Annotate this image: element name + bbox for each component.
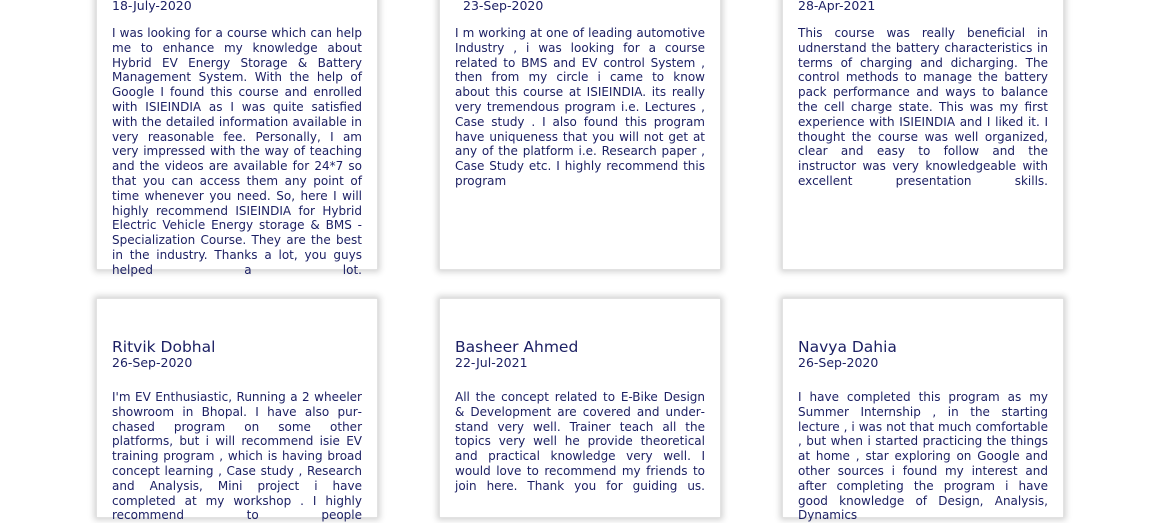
review-date: 26-Sep-2020 <box>798 355 879 370</box>
review-text: This course was really beneficial in udnerstand the battery characteristics in terms of charging and dicharging. The control methods to manage the battery pack performance and ways to balance the cell charge state. This was my first experience with ISIEINDIA and I liked it. I thought the course was well organized, clear and easy to follow and the instructor was very knowledgeable with excellent presentation skills. <box>798 26 1048 188</box>
testimonial-card <box>439 298 721 518</box>
reviewer-name: Navya Dahia <box>798 338 897 356</box>
testimonial-card <box>96 0 378 277</box>
review-date: 22-Jul-2021 <box>455 355 528 370</box>
review-date: 23-Sep-2020 <box>463 0 544 13</box>
reviewer-name: Ritvik Dobhal <box>112 338 216 356</box>
testimonial-card <box>782 0 1064 270</box>
review-date: 26-Sep-2020 <box>112 355 193 370</box>
review-date: 28-Apr-2021 <box>798 0 876 13</box>
review-text: I have completed this program as my Summer Internship , in the starting lecture , i was not that much comfortable , but when i started practicing the things at home , star exploring on Google and other sources i found my interest and after completing the program i have good knowledge of Design, Analysis, Dynamics <box>798 390 1048 523</box>
review-text: All the concept related to E-Bike Design & Development are covered and understand very well. Trainer teach all the topics very well he provide theoretical and practical knowledge very well. I would love to recommend my friends to join here. Thank you for guiding us. <box>455 390 705 493</box>
review-text: I was looking for a course which can help me to enhance my knowledge about Hybrid EV Energy Storage & Battery Management System. With the help of Google I found this course and enrolled with ISIEINDIA as I was quite satisfied with the detailed information available in very reasonable fee. Personally, I am very impressed with the way of teaching and the videos are available for 24*7 so that you can access them any point of time whenever you need. So, here I will highly recommend ISIEINDIA for Hybrid Electric Vehicle Energy storage & BMS - Specialization Course. They are the best in the industry. Thanks a lot, you guys helped a lot. <box>112 26 362 277</box>
review-text: I'm EV Enthusiastic, Running a 2 wheeler showroom in Bhopal. I have also purchased program on some other platforms, but i will recommend isie EV training program , which is having broad concept learning , Case study , Research and Analysis, Mini project i have completed at my workshop . I highly recommend to people <box>112 390 362 523</box>
review-text: I m working at one of leading automotive Industry , i was looking for a course related to BMS and EV control System , then from my circle i came to know about this course at ISIEINDIA. its really very tremendous program i.e. Lectures , Case study . I also found this program have uniqueness that you will not get at any of the platform i.e. Research paper , Case Study etc. I highly recommend this program <box>455 26 705 188</box>
testimonial-card <box>96 298 378 523</box>
testimonial-card <box>439 0 721 270</box>
review-date: 18-July-2020 <box>112 0 192 13</box>
reviewer-name: Basheer Ahmed <box>455 338 579 356</box>
testimonial-card <box>782 298 1064 523</box>
